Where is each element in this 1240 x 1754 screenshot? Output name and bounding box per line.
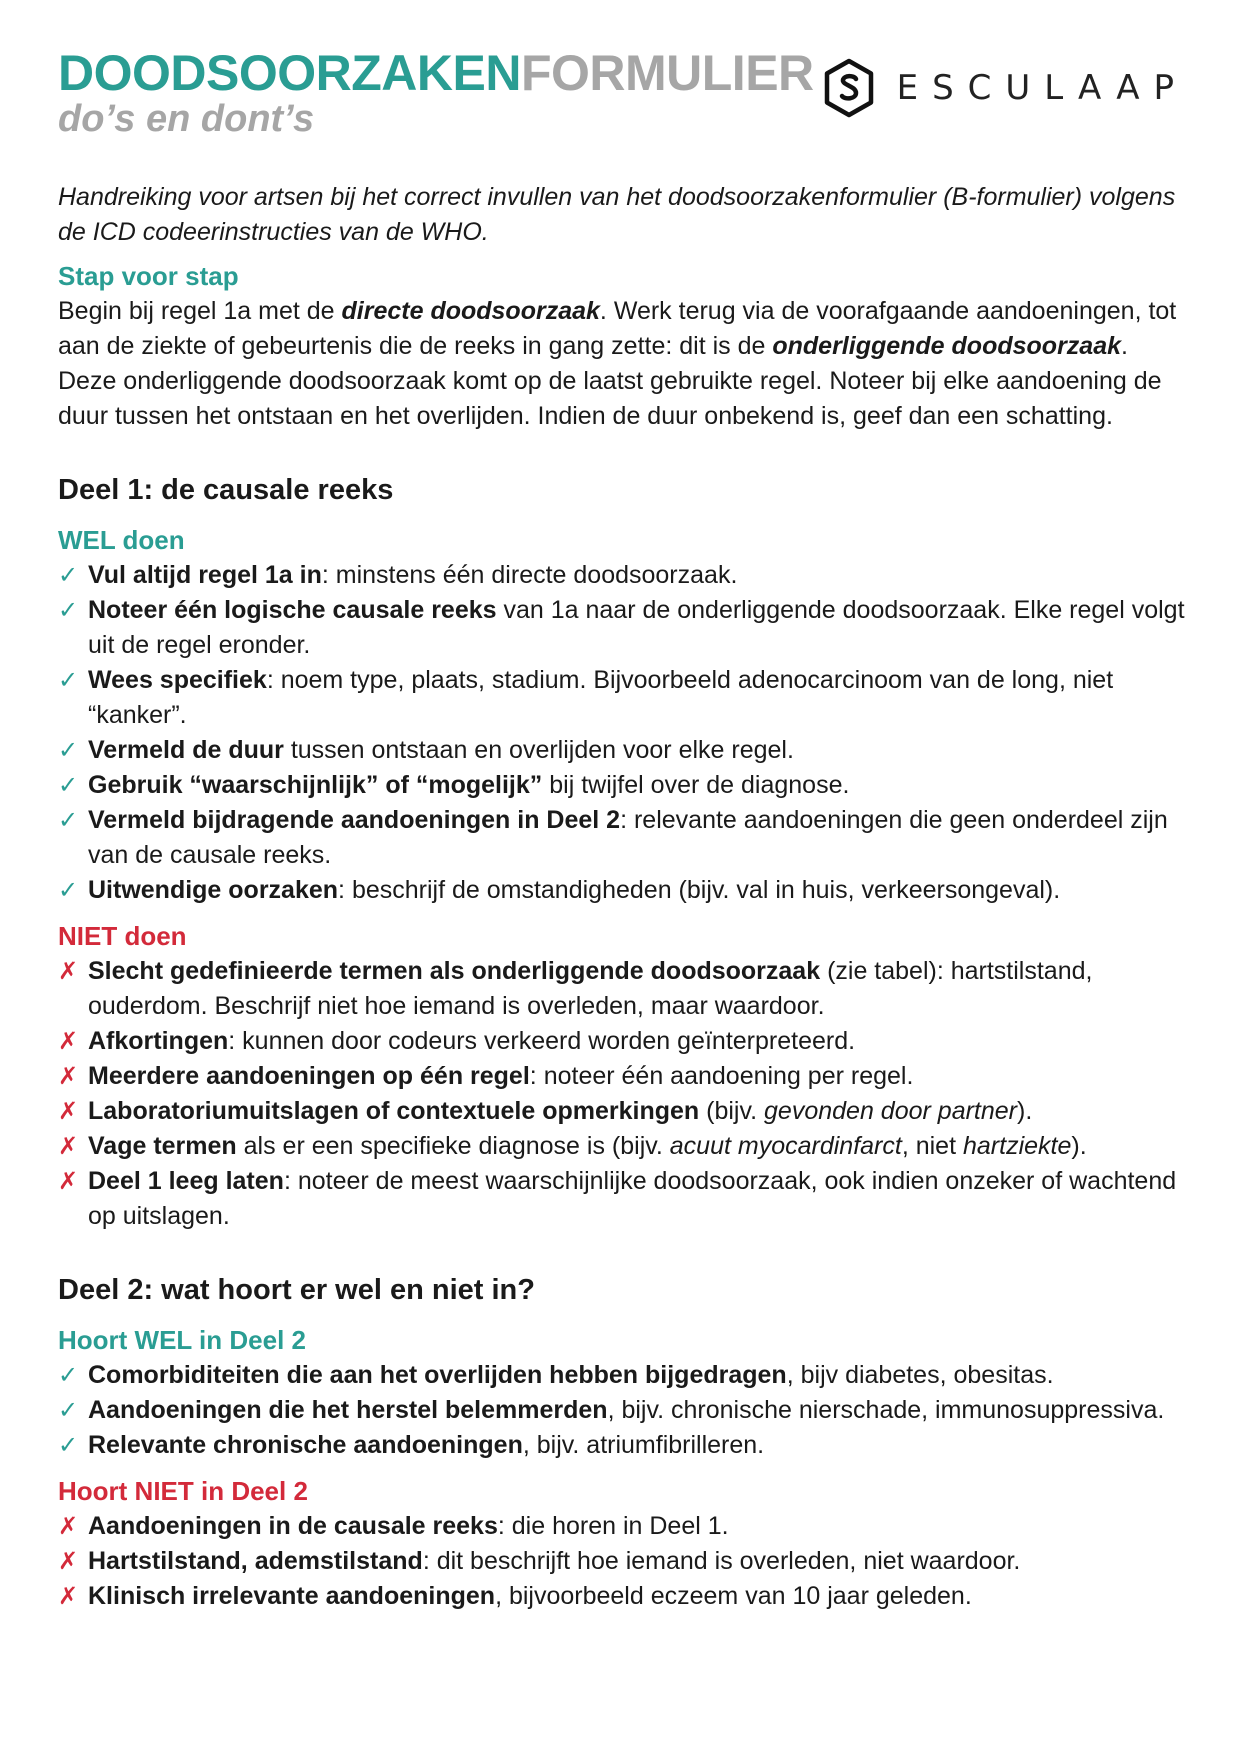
item-italic: acuut myocardinfarct	[669, 1132, 902, 1160]
item-text: : minstens één directe doodsoorzaak.	[321, 561, 738, 589]
text-run: Begin bij regel 1a met de	[58, 297, 342, 325]
list-item	[58, 873, 1188, 908]
item-bold: Afkortingen	[88, 1027, 229, 1055]
esculaap-hexagon-s-icon	[823, 58, 875, 118]
item-bold: Meerdere aandoeningen op één regel	[88, 1062, 530, 1090]
item-bold: Gebruik “waarschijnlijk” of “mogelijk”	[88, 771, 543, 799]
item-bold: Wees specifiek	[88, 666, 267, 694]
item-italic: hartziekte	[962, 1132, 1072, 1160]
check-icon: ✓	[58, 737, 79, 764]
niet-doen-list	[58, 954, 1188, 1234]
check-icon: ✓	[58, 1397, 79, 1424]
item-bold: Uitwendige oorzaken	[88, 876, 339, 904]
item-text: , bijvoorbeeld eczeem van 10 jaar geleden.	[495, 1582, 972, 1610]
stap-voor-stap-paragraph	[58, 294, 1188, 434]
list-item	[58, 954, 1188, 1024]
item-text: , bijv diabetes, obesitas.	[786, 1361, 1054, 1389]
item-text: : noem type, plaats, stadium. Bijvoorbeeld adenocarcinoom van de long, niet “kanker”.	[88, 666, 1114, 729]
niet-doen-heading: NIET doen	[58, 921, 187, 951]
item-bold: Klinisch irrelevante aandoeningen	[88, 1582, 496, 1610]
deel-2-heading: Deel 2: wat hoort er wel en niet in?	[58, 1274, 535, 1306]
item-text: : relevante aandoeningen die geen onderdeel zijn van de causale reeks.	[88, 806, 1168, 869]
cross-icon: ✗	[58, 1548, 79, 1575]
logo-text: ESCULAAP	[896, 68, 1188, 108]
list-item	[58, 593, 1188, 663]
check-icon: ✓	[58, 807, 79, 834]
list-item	[58, 1358, 1188, 1393]
wel-doen-heading: WEL doen	[58, 525, 185, 555]
list-item	[58, 558, 1188, 593]
item-text: : kunnen door codeurs verkeerd worden geïnterpreteerd.	[228, 1027, 856, 1055]
item-bold: Comorbiditeiten die aan het overlijden hebben bijgedragen	[88, 1361, 787, 1389]
check-icon: ✓	[58, 667, 79, 694]
cross-icon: ✗	[58, 1583, 79, 1610]
list-item	[58, 768, 1188, 803]
list-item	[58, 1164, 1188, 1234]
item-text: (zie tabel): hartstilstand, ouderdom. Beschrijf niet hoe iemand is overleden, maar waardoor.	[88, 957, 1093, 1020]
cross-icon: ✗	[58, 958, 79, 985]
list-item	[58, 1544, 1188, 1579]
item-bold: Noteer één logische causale reeks	[88, 596, 497, 624]
item-text: : die horen in Deel 1.	[497, 1512, 729, 1540]
hoort-niet-list	[58, 1509, 1188, 1614]
item-bold: Aandoeningen die het herstel belemmerden	[88, 1396, 608, 1424]
list-item	[58, 663, 1188, 733]
cross-icon: ✗	[58, 1063, 79, 1090]
check-icon: ✓	[58, 562, 79, 589]
item-text: van 1a naar de onderliggende doodsoorzaak. Elke regel volgt uit de regel eronder.	[88, 596, 1185, 659]
emphasis-direct-cause: directe doodsoorzaak	[341, 297, 600, 325]
list-item	[58, 1059, 1188, 1094]
item-bold: Vermeld de duur	[88, 736, 284, 764]
item-text: : beschrijf de omstandigheden (bijv. val in huis, verkeersongeval).	[338, 876, 1061, 904]
title-part-1: DOODSOORZAKEN	[58, 45, 521, 101]
item-bold: Vermeld bijdragende aandoeningen in Deel 2	[88, 806, 621, 834]
item-bold: Aandoeningen in de causale reeks	[88, 1512, 498, 1540]
cross-icon: ✗	[58, 1513, 79, 1540]
text-run: . Deze onderliggende doodsoorzaak komt op de laatst gebruikte regel. Noteer bij elke aandoening de duur tussen het ontstaan en het overlijden. Indien de duur onbekend is, geef dan een schatting.	[58, 332, 1162, 430]
list-item	[58, 733, 1188, 768]
document-subtitle: do’s en dont’s	[58, 98, 315, 140]
item-bold: Hartstilstand, ademstilstand	[88, 1547, 423, 1575]
item-text: : noteer één aandoening per regel.	[529, 1062, 914, 1090]
cross-icon: ✗	[58, 1168, 79, 1195]
list-item	[58, 1428, 1188, 1463]
item-text: , niet	[901, 1132, 963, 1160]
header	[58, 45, 1188, 148]
item-text: als er een specifieke diagnose is (bijv.	[236, 1132, 670, 1160]
cross-icon: ✗	[58, 1133, 79, 1160]
item-bold: Relevante chronische aandoeningen	[88, 1431, 523, 1459]
check-icon: ✓	[58, 1432, 79, 1459]
hoort-niet-heading: Hoort NIET in Deel 2	[58, 1476, 308, 1506]
hoort-wel-list	[58, 1358, 1188, 1463]
document-page	[58, 45, 1188, 1614]
item-bold: Slecht gedefinieerde termen als onderliggende doodsoorzaak	[88, 957, 821, 985]
check-icon: ✓	[58, 597, 79, 624]
item-text: , bijv. atriumfibrilleren.	[522, 1431, 765, 1459]
list-item	[58, 1393, 1188, 1428]
intro-paragraph: Handreiking voor artsen bij het correct invullen van het doodsoorzakenformulier (B-formulier) volgens de ICD codeerinstructies van de WHO.	[58, 183, 1176, 246]
cross-icon: ✗	[58, 1098, 79, 1125]
text-run: . Werk terug via de voorafgaande aandoeningen, tot aan de ziekte of gebeurtenis die de reeks in gang zette: dit is de	[58, 297, 1177, 360]
title-part-2: FORMULIER	[520, 45, 814, 101]
item-text: , bijv. chronische nierschade, immunosuppressiva.	[607, 1396, 1165, 1424]
check-icon: ✓	[58, 877, 79, 904]
item-bold: Vul altijd regel 1a in	[88, 561, 322, 589]
list-item	[58, 1579, 1188, 1614]
list-item	[58, 1129, 1188, 1164]
item-text: tussen ontstaan en overlijden voor elke regel.	[283, 736, 794, 764]
check-icon: ✓	[58, 772, 79, 799]
esculaap-logo	[823, 58, 1188, 118]
wel-doen-list	[58, 558, 1188, 908]
item-text: bij twijfel over de diagnose.	[542, 771, 850, 799]
cross-icon: ✗	[58, 1028, 79, 1055]
item-bold: Laboratoriumuitslagen of contextuele opmerkingen	[88, 1097, 700, 1125]
hoort-wel-heading: Hoort WEL in Deel 2	[58, 1325, 306, 1355]
item-text: ).	[1017, 1097, 1033, 1125]
item-text: ).	[1071, 1132, 1087, 1160]
deel-1-heading: Deel 1: de causale reeks	[58, 474, 394, 506]
item-bold: Deel 1 leeg laten	[88, 1167, 284, 1195]
item-bold: Vage termen	[88, 1132, 237, 1160]
item-italic: gevonden door partner	[764, 1097, 1017, 1125]
item-text: : noteer de meest waarschijnlijke doodsoorzaak, ook indien onzeker of wachtend op uitslagen.	[88, 1167, 1177, 1230]
list-item	[58, 1509, 1188, 1544]
item-text: : dit beschrijft hoe iemand is overleden, niet waardoor.	[422, 1547, 1021, 1575]
stap-voor-stap-heading: Stap voor stap	[58, 261, 239, 291]
list-item	[58, 1094, 1188, 1129]
item-text: (bijv.	[699, 1097, 765, 1125]
list-item	[58, 1024, 1188, 1059]
list-item	[58, 803, 1188, 873]
emphasis-underlying-cause: onderliggende doodsoorzaak	[772, 332, 1122, 360]
check-icon: ✓	[58, 1362, 79, 1389]
